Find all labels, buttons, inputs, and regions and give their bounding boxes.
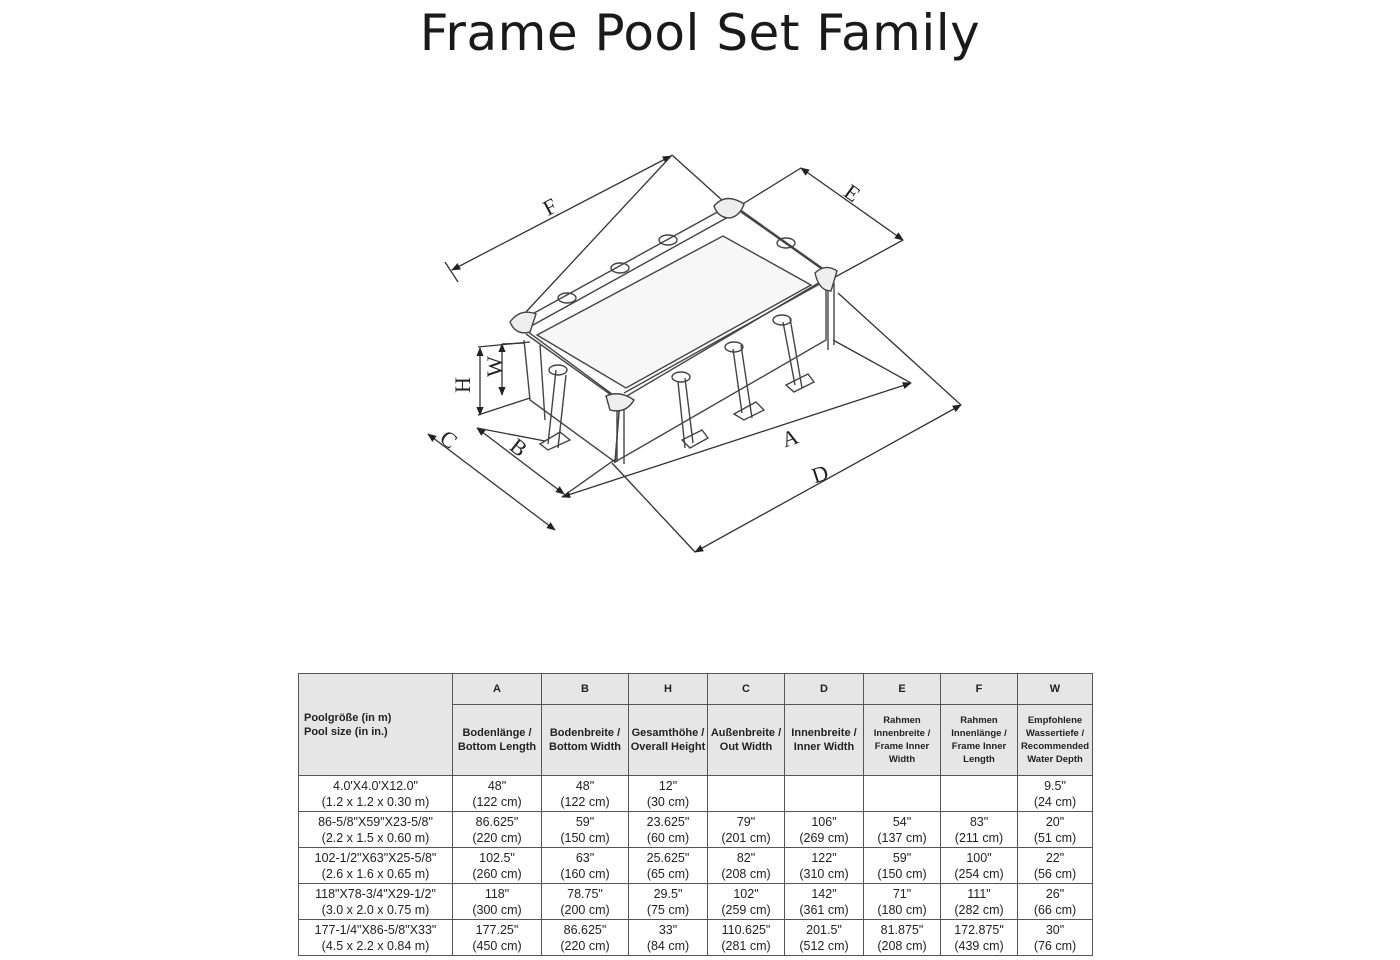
table-cell: 20" (51 cm)	[1018, 812, 1093, 848]
table-cell	[785, 776, 864, 812]
pool-size-cell: 86-5/8"X59"X23-5/8" (2.2 x 1.5 x 0.60 m)	[299, 812, 453, 848]
column-name-a: Bodenlänge / Bottom Length	[453, 705, 542, 776]
table-cell: 78.75" (200 cm)	[542, 884, 629, 920]
header-letter-row	[299, 674, 1093, 705]
table-cell: 9.5" (24 cm)	[1018, 776, 1093, 812]
table-body	[299, 776, 1093, 956]
table-cell	[864, 776, 941, 812]
table-cell: 63" (160 cm)	[542, 848, 629, 884]
table-cell	[941, 776, 1018, 812]
table-cell: 102" (259 cm)	[708, 884, 785, 920]
column-name-w: Empfohlene Wassertiefe / Recommended Water Depth	[1018, 705, 1093, 776]
dimension-f-line	[452, 156, 671, 270]
table-cell: 48" (122 cm)	[542, 776, 629, 812]
table-cell: 118" (300 cm)	[453, 884, 542, 920]
table-cell: 142" (361 cm)	[785, 884, 864, 920]
spec-table	[298, 673, 1093, 956]
table-cell: 106" (269 cm)	[785, 812, 864, 848]
column-name-f: Rahmen Innenlänge / Frame Inner Length	[941, 705, 1018, 776]
table-cell: 48" (122 cm)	[453, 776, 542, 812]
label-c: C	[435, 424, 463, 454]
table-cell: 83" (211 cm)	[941, 812, 1018, 848]
label-b: B	[505, 432, 533, 462]
table-row	[299, 776, 1093, 812]
label-h: H	[450, 377, 475, 393]
table-cell: 86.625" (220 cm)	[453, 812, 542, 848]
table-cell: 22" (56 cm)	[1018, 848, 1093, 884]
label-f: F	[538, 192, 562, 221]
table-cell: 110.625" (281 cm)	[708, 920, 785, 956]
page-title: Frame Pool Set Family	[419, 4, 981, 62]
table-cell: 177.25" (450 cm)	[453, 920, 542, 956]
table-cell: 122" (310 cm)	[785, 848, 864, 884]
table-cell: 71" (180 cm)	[864, 884, 941, 920]
table-cell: 25.625" (65 cm)	[629, 848, 708, 884]
pool-size-cell: 177-1/4"X86-5/8"X33" (4.5 x 2.2 x 0.84 m)	[299, 920, 453, 956]
table-cell: 29.5" (75 cm)	[629, 884, 708, 920]
pool-size-cell: 4.0'X4.0'X12.0" (1.2 x 1.2 x 0.30 m)	[299, 776, 453, 812]
table-cell: 172.875" (439 cm)	[941, 920, 1018, 956]
table-cell: 59" (150 cm)	[542, 812, 629, 848]
column-name-e: Rahmen Innenbreite / Frame Inner Width	[864, 705, 941, 776]
column-name-c: Außenbreite / Out Width	[708, 705, 785, 776]
table-cell: 201.5" (512 cm)	[785, 920, 864, 956]
table-cell: 111" (282 cm)	[941, 884, 1018, 920]
label-d: D	[808, 459, 832, 489]
column-name-b: Bodenbreite / Bottom Width	[542, 705, 629, 776]
table-cell	[708, 776, 785, 812]
column-letter-f: F	[941, 674, 1018, 705]
column-name-d: Innenbreite / Inner Width	[785, 705, 864, 776]
table-cell: 86.625" (220 cm)	[542, 920, 629, 956]
table-cell: 59" (150 cm)	[864, 848, 941, 884]
column-letter-c: C	[708, 674, 785, 705]
table-cell: 30" (76 cm)	[1018, 920, 1093, 956]
label-a: A	[778, 423, 802, 453]
pool-size-cell: 102-1/2"X63"X25-5/8" (2.6 x 1.6 x 0.65 m)	[299, 848, 453, 884]
table-cell: 33" (84 cm)	[629, 920, 708, 956]
table-cell: 54" (137 cm)	[864, 812, 941, 848]
column-name-h: Gesamthöhe / Overall Height	[629, 705, 708, 776]
table-cell: 82" (208 cm)	[708, 848, 785, 884]
table-row	[299, 884, 1093, 920]
table-row	[299, 848, 1093, 884]
table-cell: 81.875" (208 cm)	[864, 920, 941, 956]
table-cell: 12" (30 cm)	[629, 776, 708, 812]
table-cell: 26" (66 cm)	[1018, 884, 1093, 920]
column-letter-a: A	[453, 674, 542, 705]
pool-size-cell: 118"X78-3/4"X29-1/2" (3.0 x 2.0 x 0.75 m)	[299, 884, 453, 920]
column-letter-w: W	[1018, 674, 1093, 705]
table-cell: 23.625" (60 cm)	[629, 812, 708, 848]
table-cell: 79" (201 cm)	[708, 812, 785, 848]
label-e: E	[839, 178, 866, 207]
label-w: W	[482, 356, 507, 377]
column-letter-b: B	[542, 674, 629, 705]
pool-frame	[510, 198, 837, 464]
table-row	[299, 812, 1093, 848]
table-row	[299, 920, 1093, 956]
table-cell: 102.5" (260 cm)	[453, 848, 542, 884]
table-cell: 100" (254 cm)	[941, 848, 1018, 884]
column-letter-h: H	[629, 674, 708, 705]
corner-header: Poolgröße (in m) Pool size (in in.)	[299, 674, 453, 776]
column-letter-e: E	[864, 674, 941, 705]
column-letter-d: D	[785, 674, 864, 705]
